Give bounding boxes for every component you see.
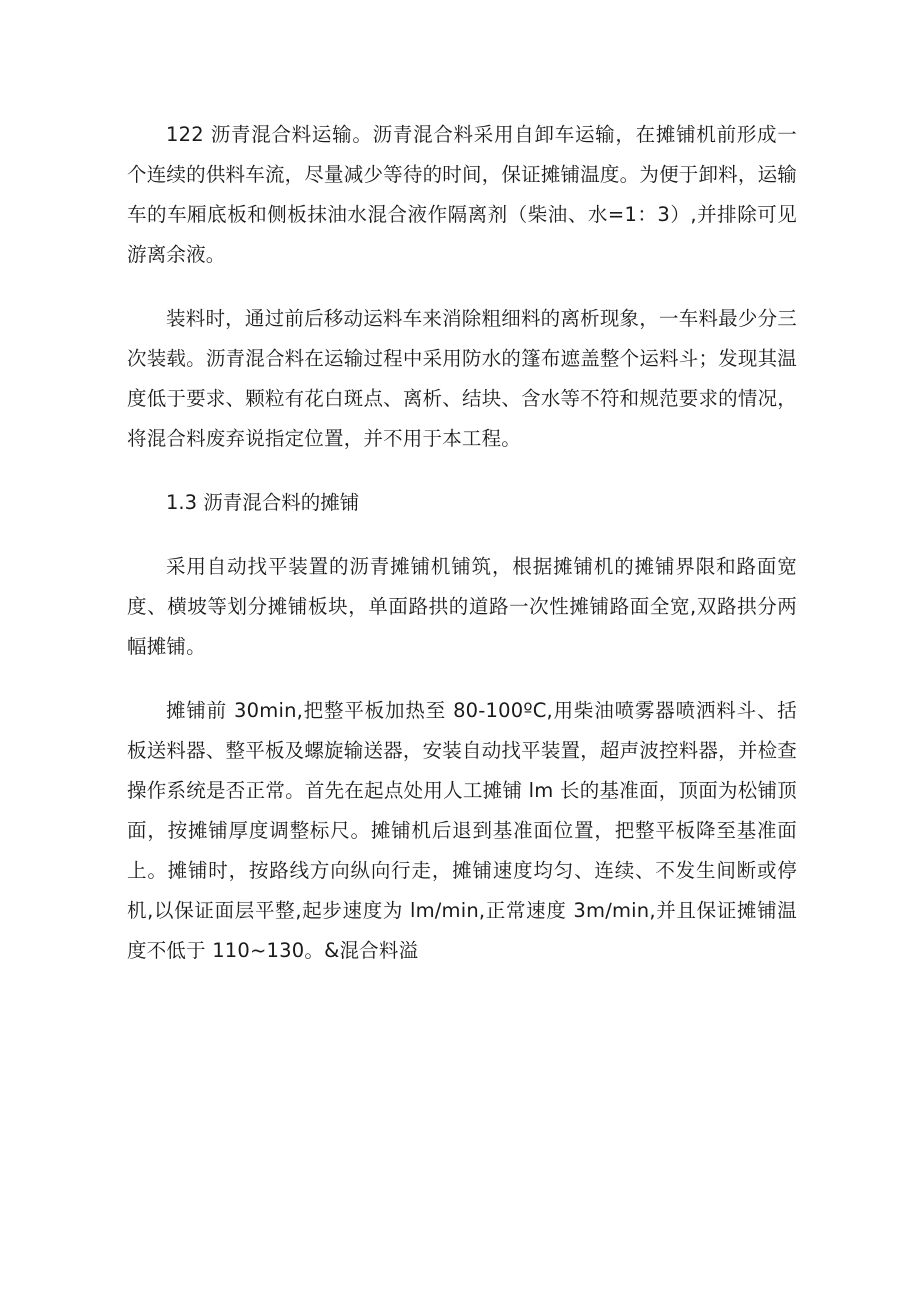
- paragraph-paving-procedure: 摊铺前 30min,把整平板加热至 80-100ºC,用柴油喷雾器喷洒料斗、括板送料器、整平板及螺旋输送器，安装自动找平装置，超声波控料器，并检查操作系统是否正常。首先在起点处用人工摊铺 lm 长的基准面，顶面为松铺顶面，按摊铺厚度调整标尺。摊铺机后退到基准面位置，把整平板降至基准面上。摊铺时，按路线方向纵向行走，摊铺速度均匀、连续、不发生间断或停机,以保证面层平整,起步速度为 lm/min,正常速度 3m∕min,并且保证摊铺温度不低于 110~130。&混合料溢: [127, 699, 797, 962]
- section-heading: 1.3 沥青混合料的摊铺: [166, 491, 360, 514]
- paragraph-gap: [127, 523, 797, 547]
- document-body: [127, 115, 797, 971]
- paragraph-loading: 装料时，通过前后移动运料车来消除粗细料的离析现象，一车料最少分三次装载。沥青混合料在运输过程中采用防水的篷布遮盖整个运料斗；发现其温度低于要求、颗粒有花白斑点、离析、结块、含水等不符和规范要求的情况，将混合料废弃说指定位置，并不用于本工程。: [127, 307, 797, 450]
- paragraph-transport: 122 沥青混合料运输。沥青混合料采用自卸车运输，在摊铺机前形成一个连续的供料车流，尽量减少等待的时间，保证摊铺温度。为便于卸料，运输车的车厢底板和侧板抹油水混合液作隔离剂（柴油、水=1：3）,并排除可见游离余液。: [127, 123, 797, 266]
- paragraph-gap: [127, 275, 797, 299]
- paragraph-paving-method: 采用自动找平装置的沥青摊铺机铺筑，根据摊铺机的摊铺界限和路面宽度、横坡等划分摊铺板块，单面路拱的道路一次性摊铺路面全宽,双路拱分两幅摊铺。: [127, 555, 797, 658]
- paragraph-gap: [127, 459, 797, 483]
- paragraph-gap: [127, 667, 797, 691]
